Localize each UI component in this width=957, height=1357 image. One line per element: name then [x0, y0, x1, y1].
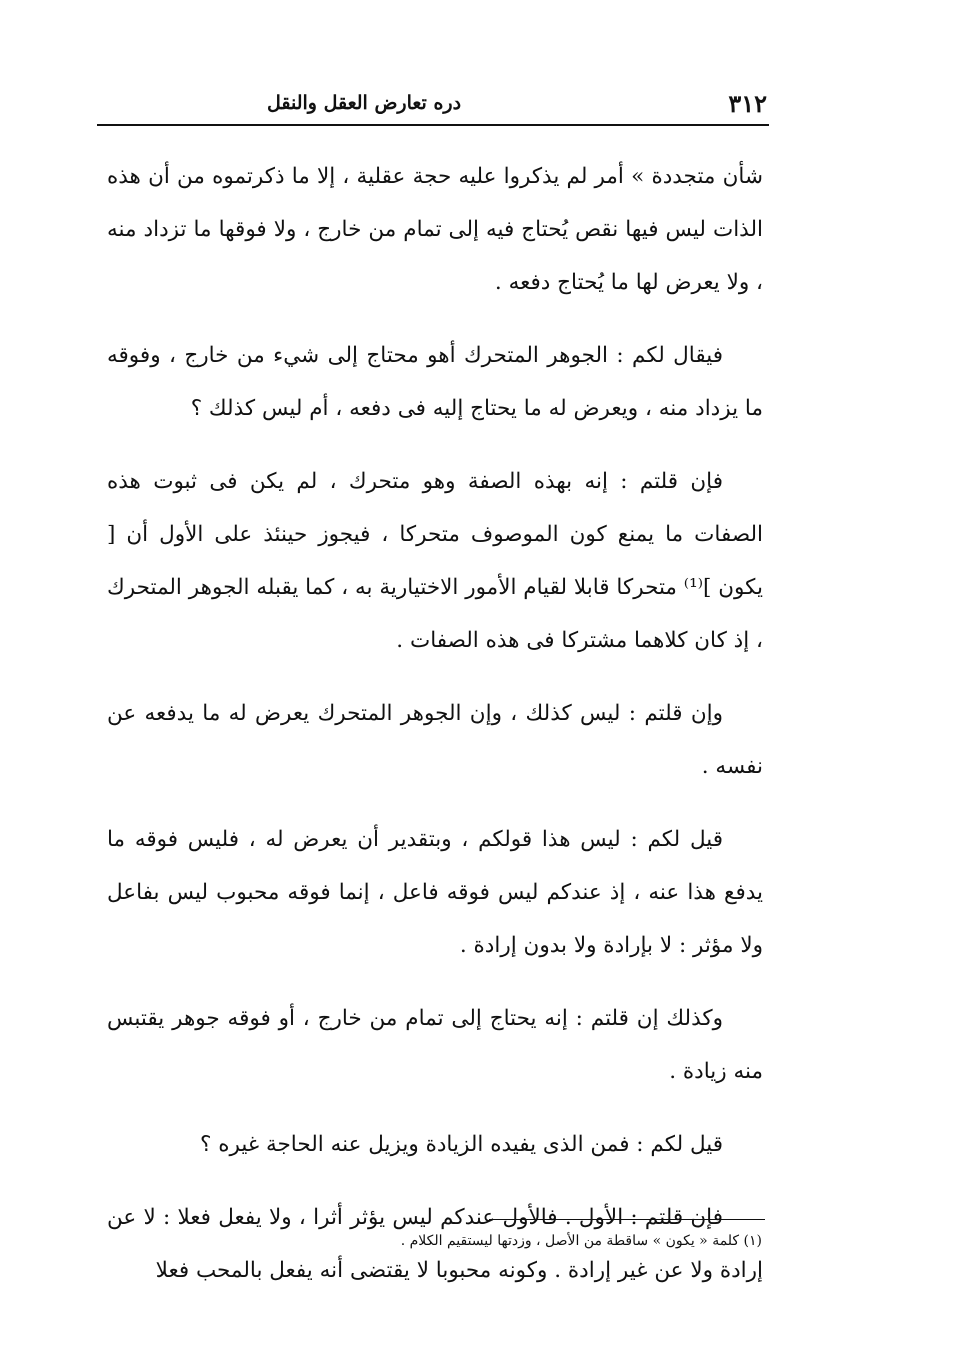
paragraph: وإن قلتم : ليس كذلك ، وإن الجوهر المتحرك يعرض له ما يدفعه عن نفسه . [107, 701, 763, 779]
paragraph: قيل لكم : فمن الذى يفيده الزيادة ويزيل عنه الحاجة غيره ؟ [200, 1132, 723, 1157]
paragraph: فيقال لكم : الجوهر المتحرك أهو محتاج إلى شيء من خارج ، وفوقه ما يزداد منه ، ويعرض له ما يحتاج إليه فى دفعه ، أم ليس كذلك ؟ [107, 343, 763, 421]
paragraph: شأن متجددة » أمر لم يذكروا عليه حجة عقلية ، إلا ما ذكرتموه من أن هذه الذات ليس فيها نقص يُحتاج فيه إلى تمام من خارج ، ولا فوقها ما تزداد منه ، ولا يعرض لها ما يُحتاج دفعه . [107, 164, 763, 295]
footnote-rule [489, 1219, 765, 1220]
header-rule [97, 124, 769, 126]
page-number: ٣١٢ [728, 88, 767, 118]
paragraph: وكذلك إن قلتم : إنه يحتاج إلى تمام من خارج ، أو فوقه جوهر يقتبس منه زيادة . [107, 1006, 763, 1084]
body-text [107, 150, 763, 1317]
paragraph: قيل لكم : ليس هذا قولكم ، وبتقدير أن يعرض له ، فليس فوقه ما يدفع هذا عنه ، إذ عندكم ليس فوقه فاعل ، إنما فوقه محبوب ليس بفاعل ولا مؤثر : لا بإرادة ولا بدون إرادة . [107, 827, 763, 958]
paragraph: فإن قلتم : إنه بهذه الصفة وهو متحرك ، لم يكن فى ثبوت هذه الصفات ما يمنع كون الموصوف متحركا ، فيجوز حينئذ على الأول أن [ يكون ]⁽¹⁾ متحركا قابلا لقيام الأمور الاختيارية به ، كما يقبله الجوهر المتحرك ، إذ كان كلاهما مشتركا فى هذه الصفات . [107, 469, 763, 653]
page-header [97, 82, 767, 124]
footnote: (١) كلمة « يكون » ساقطة من الأصل ، وزدتها ليستقيم الكلام . [400, 1233, 762, 1249]
paragraph: فإن قلتم : الأول . فالأول عندكم ليس يؤثر أثرا ، ولا يفعل فعلا : لا عن إرادة ولا عن غير إرادة . وكونه محبوبا لا يقتضى أنه يفعل بالمحب فعلا [107, 1205, 763, 1283]
running-title: دره تعارض العقل والنقل [267, 92, 462, 114]
